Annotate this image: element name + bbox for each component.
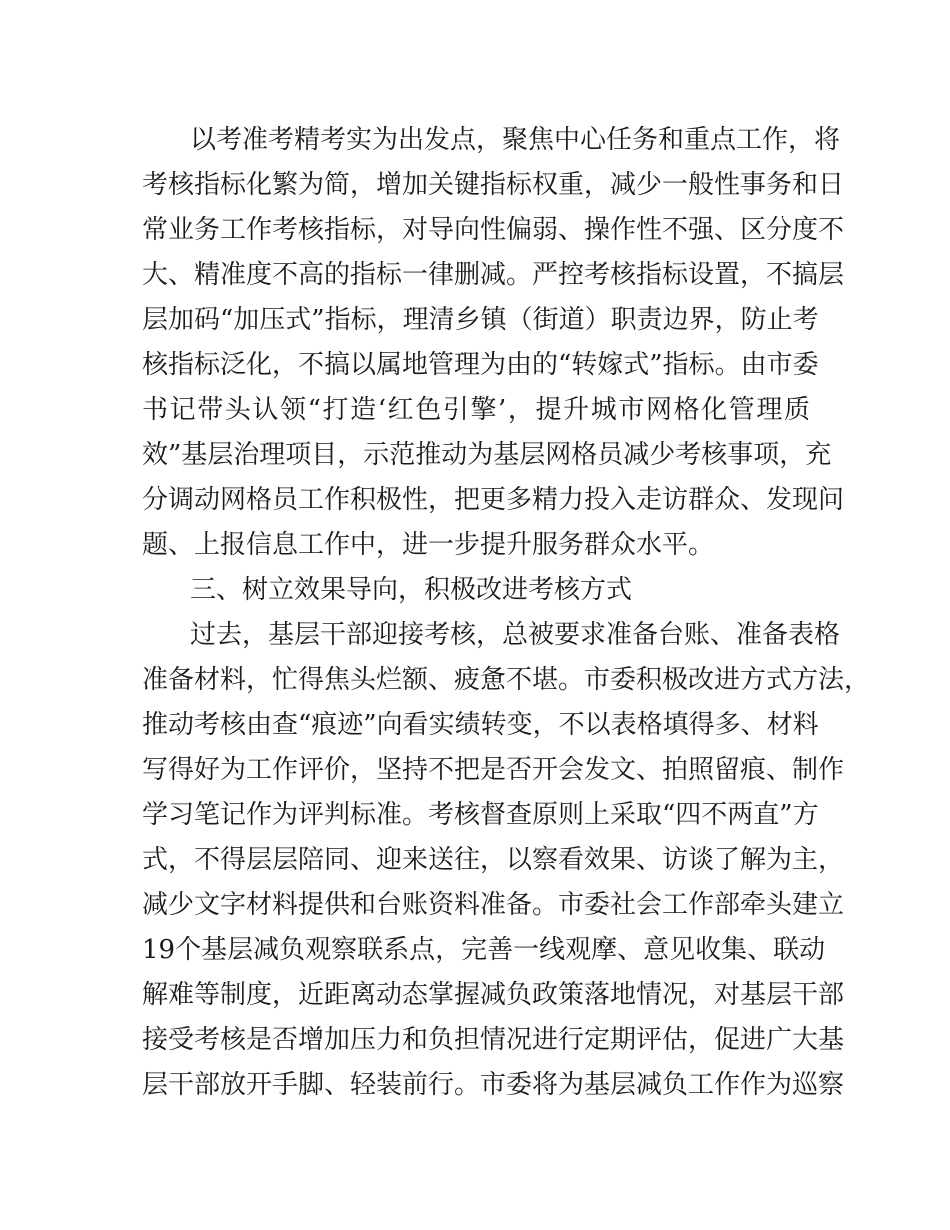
body-text-line: 准备材料，忙得焦头烂额、疲惫不堪。市委积极改进方式方法， <box>142 665 871 695</box>
body-text-line: 层干部放开手脚、轻装前行。市委将为基层减负工作作为巡察 <box>142 1070 845 1100</box>
body-text-line: 写得好为工作评价，坚持不把是否开会发文、拍照留痕、制作 <box>142 755 845 785</box>
section-heading: 三、树立效果导向，积极改进考核方式 <box>190 575 633 605</box>
body-text-line: 以考准考精考实为出发点，聚焦中心任务和重点工作，将 <box>190 125 841 155</box>
body-text-line: 19个基层减负观察联系点，完善一线观摩、意见收集、联动 <box>142 935 826 965</box>
body-text-line: 效”基层治理项目，示范推动为基层网格员减少考核事项，充 <box>142 440 832 470</box>
body-text-line: 减少文字材料提供和台账资料准备。市委社会工作部牵头建立 <box>142 890 845 920</box>
body-text-line: 大、精准度不高的指标一律删减。严控考核指标设置，不搞层 <box>142 260 845 290</box>
body-text-line: 题、上报信息工作中，进一步提升服务群众水平。 <box>142 530 715 560</box>
body-text-line: 式，不得层层陪同、迎来送往，以察看效果、访谈了解为主， <box>142 845 845 875</box>
body-text-line: 常业务工作考核指标，对导向性偏弱、操作性不强、区分度不 <box>142 215 845 245</box>
body-text-line: 解难等制度，近距离动态掌握减负政策落地情况，对基层干部 <box>142 980 845 1010</box>
body-text-line: 推动考核由查“痕迹”向看实绩转变，不以表格填得多、材料 <box>142 710 819 740</box>
body-text-line: 学习笔记作为评判标准。考核督查原则上采取“四不两直”方 <box>142 800 819 830</box>
body-text-line: 核指标泛化，不搞以属地管理为由的“转嫁式”指标。由市委 <box>142 350 819 380</box>
body-text-line: 书记带头认领“打造‘红色引擎’，提升城市网格化管理质 <box>142 395 810 425</box>
body-text-line: 接受考核是否增加压力和负担情况进行定期评估，促进广大基 <box>142 1025 845 1055</box>
body-text-line: 过去，基层干部迎接考核，总被要求准备台账、准备表格 <box>190 620 841 650</box>
body-text-line: 分调动网格员工作积极性，把更多精力投入走访群众、发现问 <box>142 485 845 515</box>
body-text-line: 层加码“加压式”指标，理清乡镇（街道）职责边界，防止考 <box>142 305 819 335</box>
body-text-line: 考核指标化繁为简，增加关键指标权重，减少一般性事务和日 <box>142 170 845 200</box>
